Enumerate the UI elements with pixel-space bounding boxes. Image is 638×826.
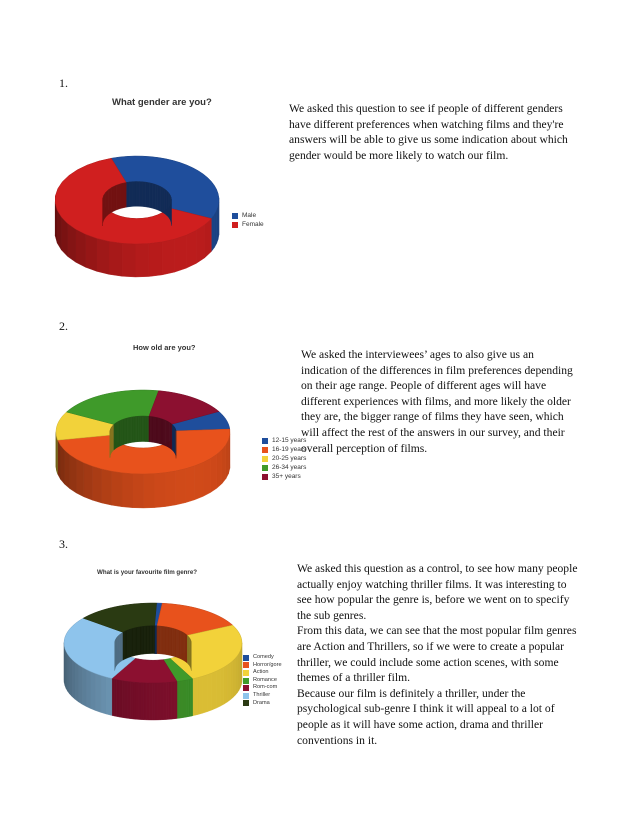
- inner-wall: [134, 416, 136, 442]
- inner-wall: [158, 185, 161, 211]
- inner-wall: [136, 627, 137, 655]
- inner-wall: [139, 182, 142, 207]
- inner-wall: [123, 419, 124, 445]
- outer-wall: [166, 682, 169, 719]
- inner-wall: [173, 628, 174, 656]
- inner-wall: [155, 184, 158, 210]
- outer-wall: [70, 455, 76, 493]
- outer-wall: [91, 672, 96, 711]
- legend-label: Rom-com: [253, 684, 278, 691]
- inner-wall: [160, 626, 162, 654]
- outer-wall: [169, 682, 172, 719]
- outer-wall: [155, 473, 166, 508]
- outer-wall: [163, 683, 166, 720]
- inner-wall: [137, 627, 138, 655]
- outer-wall: [196, 225, 205, 264]
- outer-wall: [68, 654, 70, 694]
- inner-wall: [146, 182, 149, 207]
- paragraph-text: We asked the interviewees’ ages to also give us an indication of the differences in film preferences depending on their age range. People of different ages will have different experiences with films, and more likely the older they are, the bigger range of films they have seen, which will affect the rest of the answers in our survey, and their overall perception of films.: [301, 348, 573, 455]
- outer-wall: [86, 234, 97, 271]
- outer-wall: [75, 662, 78, 702]
- inner-wall: [147, 416, 149, 442]
- outer-wall: [122, 473, 133, 508]
- outer-wall: [176, 469, 186, 505]
- outer-wall: [175, 235, 186, 272]
- legend-label: Action: [253, 669, 269, 676]
- outer-wall: [220, 667, 224, 706]
- inner-wall: [147, 626, 148, 654]
- outer-wall: [172, 682, 175, 719]
- inner-wall: [159, 626, 161, 654]
- chart-3: [64, 603, 242, 720]
- inner-wall: [169, 627, 170, 655]
- outer-wall: [122, 681, 125, 718]
- inner-wall: [137, 416, 139, 442]
- outer-wall: [198, 676, 203, 714]
- outer-wall: [76, 459, 84, 497]
- outer-wall: [65, 450, 70, 489]
- inner-wall: [124, 418, 125, 444]
- outer-wall: [185, 466, 194, 503]
- chart-1: [55, 156, 219, 277]
- legend-label: Drama: [253, 699, 270, 706]
- outer-wall: [125, 681, 128, 718]
- inner-wall: [157, 626, 159, 654]
- outer-wall: [61, 217, 67, 256]
- inner-wall: [133, 182, 136, 207]
- outer-wall: [136, 682, 139, 719]
- outer-wall: [195, 462, 203, 499]
- outer-wall: [86, 669, 90, 708]
- outer-wall: [155, 683, 158, 720]
- outer-wall: [205, 219, 212, 258]
- outer-wall: [130, 682, 133, 719]
- inner-wall: [129, 417, 131, 443]
- inner-wall: [141, 626, 142, 654]
- outer-wall: [158, 683, 161, 720]
- outer-wall: [233, 658, 235, 697]
- inner-wall: [168, 627, 169, 655]
- inner-wall: [149, 183, 152, 208]
- paragraph-text: From this data, we can see that the most popular film genres are Action and Thrillers, so if we were to create a popular thriller, we could include some action scenes, with some themes of a thriller film.: [297, 624, 577, 685]
- legend-label: Comedy: [253, 654, 274, 660]
- inner-wall: [152, 626, 154, 654]
- outer-wall: [82, 667, 86, 706]
- item-number: 1.: [59, 76, 68, 90]
- paragraph-text: We asked this question to see if people of different genders have different preferences when watching films and they're answers will be able to give us some indication about which gender would be more likely to watch our film.: [289, 102, 568, 162]
- outer-wall: [212, 671, 216, 710]
- inner-wall: [138, 627, 139, 655]
- outer-wall: [97, 238, 109, 274]
- outer-wall: [217, 206, 219, 243]
- outer-wall: [224, 665, 227, 704]
- inner-wall: [165, 189, 167, 215]
- inner-wall: [146, 626, 147, 654]
- outer-wall: [211, 215, 214, 252]
- outer-wall: [117, 680, 120, 717]
- inner-wall: [116, 184, 121, 210]
- legend-label: Romance: [253, 676, 277, 683]
- outer-wall: [101, 675, 106, 714]
- outer-wall: [60, 445, 64, 484]
- outer-wall: [214, 211, 216, 248]
- chart-2: [56, 390, 230, 508]
- outer-wall: [102, 469, 112, 505]
- outer-wall: [112, 471, 122, 507]
- outer-wall: [149, 242, 162, 277]
- item-number: 2.: [59, 319, 68, 333]
- inner-wall: [140, 627, 141, 655]
- inner-wall: [153, 626, 155, 654]
- outer-wall: [207, 673, 211, 712]
- inner-wall: [163, 626, 165, 654]
- legend-label: 26-34 years: [272, 464, 307, 471]
- outer-wall: [144, 683, 147, 720]
- inner-wall: [165, 627, 167, 655]
- outer-wall: [217, 450, 222, 489]
- legend-label: 12-15 years: [272, 437, 307, 444]
- inner-wall: [127, 418, 129, 444]
- inner-wall: [140, 416, 142, 442]
- chart-title: What is your favourite film genre?: [97, 569, 198, 576]
- inner-wall: [166, 627, 167, 655]
- outer-wall: [114, 679, 117, 717]
- outer-wall: [141, 683, 144, 720]
- inner-wall: [120, 633, 121, 662]
- outer-wall: [109, 241, 122, 276]
- outer-wall: [133, 682, 136, 719]
- outer-wall: [165, 471, 175, 507]
- chart-title: What gender are you?: [112, 97, 212, 108]
- outer-wall: [127, 681, 130, 718]
- inner-wall: [167, 191, 169, 217]
- outer-wall: [112, 678, 114, 716]
- inner-wall: [144, 416, 146, 442]
- inner-wall: [160, 186, 162, 212]
- inner-wall: [104, 192, 106, 220]
- inner-wall: [171, 424, 172, 450]
- outer-wall: [147, 683, 150, 720]
- inner-wall: [150, 626, 152, 654]
- inner-wall: [143, 182, 146, 207]
- outer-wall: [72, 660, 75, 700]
- legend-label: Male: [242, 212, 257, 219]
- outer-wall: [135, 244, 148, 277]
- inner-wall: [152, 183, 155, 209]
- inner-wall: [135, 416, 137, 442]
- outer-wall: [222, 445, 226, 484]
- legend-label: 35+ years: [272, 473, 301, 480]
- inner-wall: [146, 416, 148, 442]
- inner-wall: [121, 632, 123, 661]
- inner-wall: [172, 628, 173, 656]
- inner-wall: [162, 626, 164, 654]
- inner-wall: [108, 187, 112, 214]
- inner-wall: [149, 626, 150, 654]
- inner-wall: [163, 188, 165, 214]
- inner-wall: [130, 417, 132, 443]
- legend-label: 16-19 years: [272, 446, 307, 453]
- outer-wall: [203, 675, 208, 714]
- outer-wall: [92, 466, 101, 503]
- outer-wall: [152, 683, 155, 720]
- legend-label: Horror/gore: [253, 661, 282, 668]
- inner-wall: [129, 182, 132, 207]
- outer-wall: [174, 682, 177, 719]
- inner-wall: [126, 182, 129, 207]
- outer-wall: [66, 651, 68, 691]
- chart-title: How old are you?: [133, 343, 196, 352]
- outer-wall: [230, 661, 233, 700]
- outer-wall: [70, 657, 73, 697]
- outer-wall: [133, 474, 144, 508]
- outer-wall: [84, 463, 92, 500]
- inner-wall: [136, 182, 139, 207]
- outer-wall: [210, 454, 216, 492]
- inner-wall: [132, 417, 134, 443]
- inner-wall: [144, 626, 145, 654]
- outer-wall: [161, 683, 164, 720]
- outer-wall: [144, 474, 155, 508]
- outer-wall: [216, 669, 220, 708]
- inner-wall: [171, 628, 172, 656]
- outer-wall: [203, 459, 210, 497]
- paragraph-text: We asked this question as a control, to see how many people actually enjoy watching thriller films. It was interesting to see how popular the genre is, before we went on to specify the sub genres.: [297, 562, 578, 622]
- outer-wall: [162, 239, 174, 275]
- inner-wall: [126, 418, 127, 444]
- outer-wall: [235, 656, 237, 695]
- outer-wall: [149, 683, 152, 720]
- outer-wall: [119, 680, 122, 717]
- paragraph-text: Because our film is definitely a thriller, under the psychological sub-genre I think it will appeal to a lot of people as it will have some action, drama and thriller conventions in it.: [297, 686, 555, 747]
- outer-wall: [227, 663, 230, 702]
- legend-label: Female: [242, 221, 264, 228]
- outer-wall: [106, 677, 112, 715]
- outer-wall: [138, 682, 141, 719]
- legend-label: Thriller: [253, 691, 271, 698]
- outer-wall: [76, 229, 86, 267]
- inner-wall: [143, 626, 144, 654]
- outer-wall: [193, 678, 198, 716]
- outer-wall: [237, 653, 239, 693]
- item-number: 3.: [59, 537, 68, 551]
- inner-wall: [142, 416, 144, 442]
- outer-wall: [226, 440, 229, 479]
- inner-wall: [121, 419, 122, 445]
- outer-wall: [96, 674, 101, 713]
- inner-wall: [112, 185, 116, 212]
- outer-wall: [68, 223, 76, 262]
- legend-label: 20-25 years: [272, 455, 307, 462]
- inner-wall: [139, 416, 141, 442]
- inner-wall: [106, 190, 109, 217]
- outer-wall: [122, 243, 135, 277]
- inner-wall: [121, 182, 126, 208]
- outer-wall: [78, 665, 82, 704]
- outer-wall: [58, 440, 61, 479]
- outer-wall: [186, 230, 196, 268]
